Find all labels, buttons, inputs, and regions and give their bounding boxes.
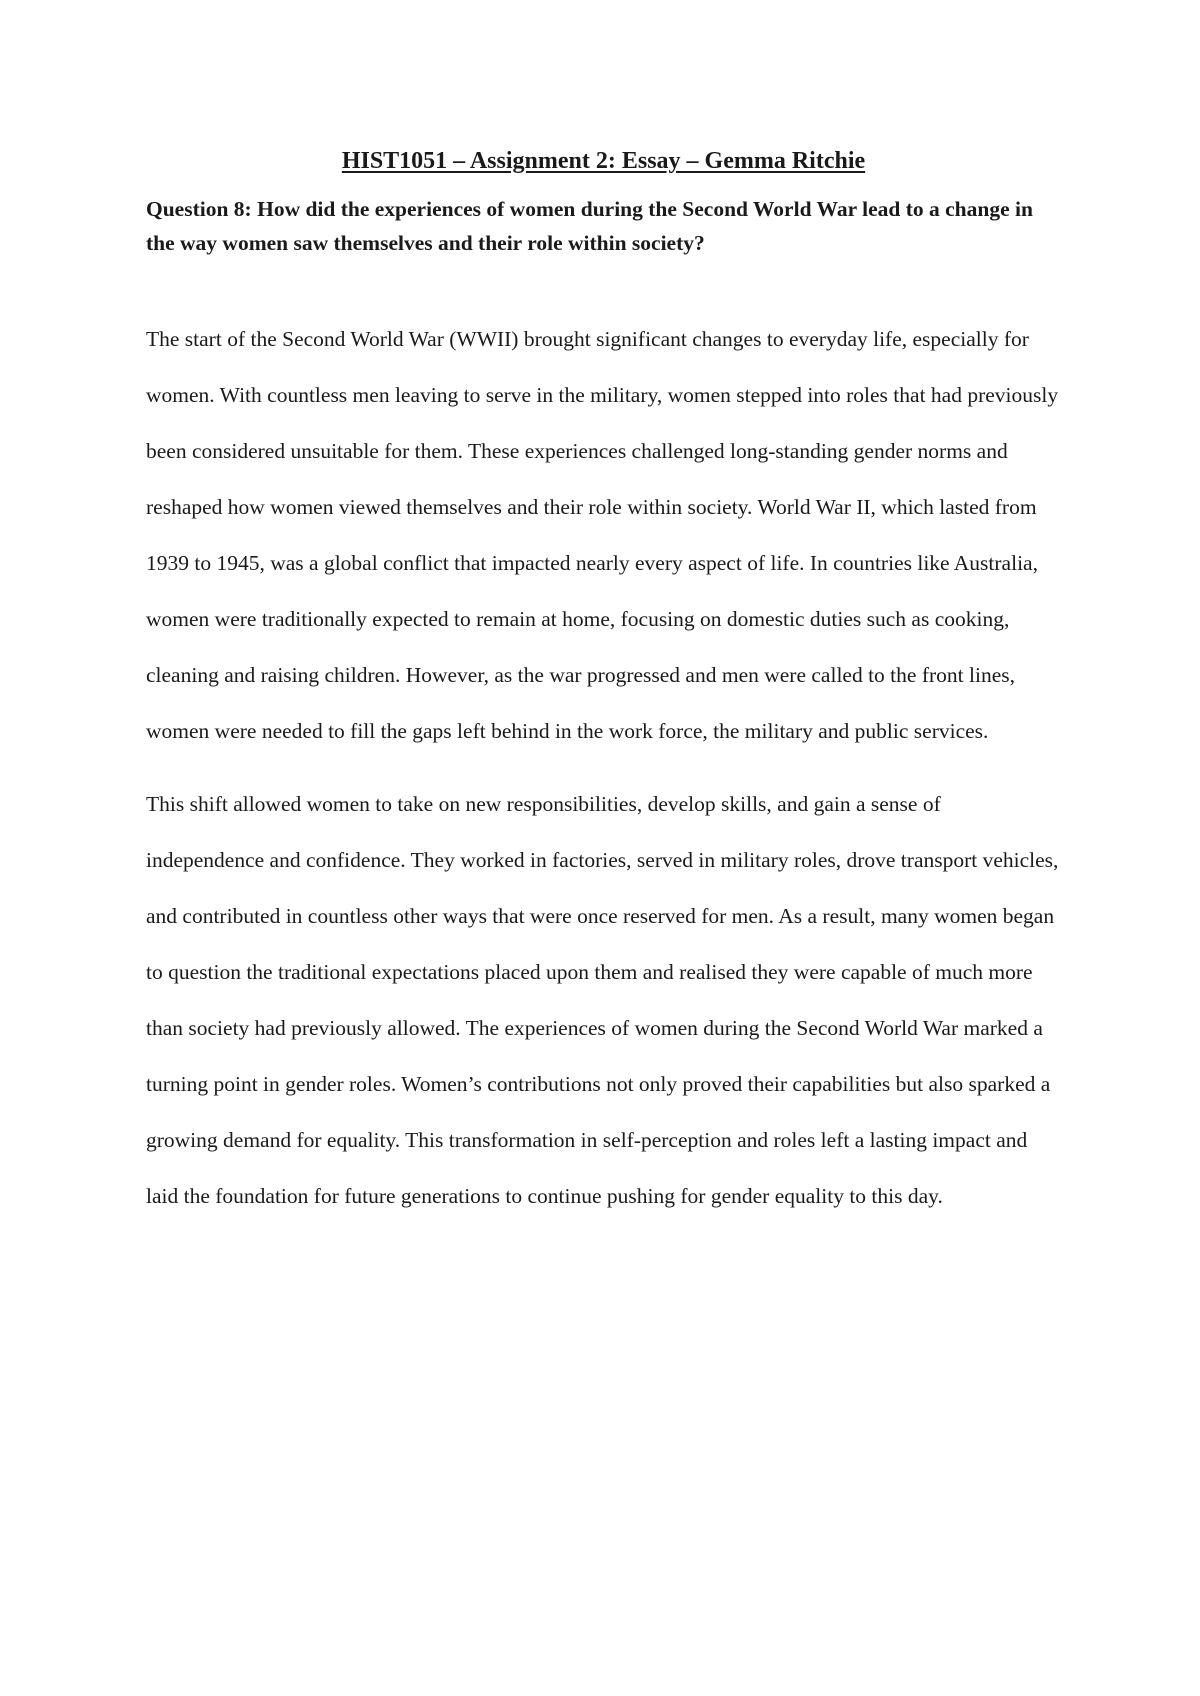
essay-question: Question 8: How did the experiences of women during the Second World War lead to a change in the way women saw themselves and their role within society? <box>146 197 1033 255</box>
essay-paragraph-1: The start of the Second World War (WWII) brought significant changes to everyday life, especially for women. With countless men leaving to serve in the military, women stepped into roles that had previously been considered unsuitable for them. These experiences challenged long-standing gender norms and reshaped how women viewed themselves and their role within society. World War II, which lasted from 1939 to 1945, was a global conflict that impacted nearly every aspect of life. In countries like Australia, women were traditionally expected to remain at home, focusing on domestic duties such as cooking, cleaning and raising children. However, as the war progressed and men were called to the front lines, women were needed to fill the gaps left behind in the work force, the military and public services. <box>146 327 1059 743</box>
document-body <box>146 144 1061 1224</box>
essay-paragraph-2: This shift allowed women to take on new responsibilities, develop skills, and gain a sense of independence and confidence. They worked in factories, served in military roles, drove transport vehicles, and contributed in countless other ways that were once reserved for men. As a result, many women began to question the traditional expectations placed upon them and realised they were capable of much more than society had previously allowed. The experiences of women during the Second World War marked a turning point in gender roles. Women’s contributions not only proved their capabilities but also sparked a growing demand for equality. This transformation in self-perception and roles left a lasting impact and laid the foundation for future generations to continue pushing for gender equality to this day. <box>146 792 1059 1208</box>
document-title: HIST1051 – Assignment 2: Essay – Gemma Ritchie <box>341 148 866 174</box>
